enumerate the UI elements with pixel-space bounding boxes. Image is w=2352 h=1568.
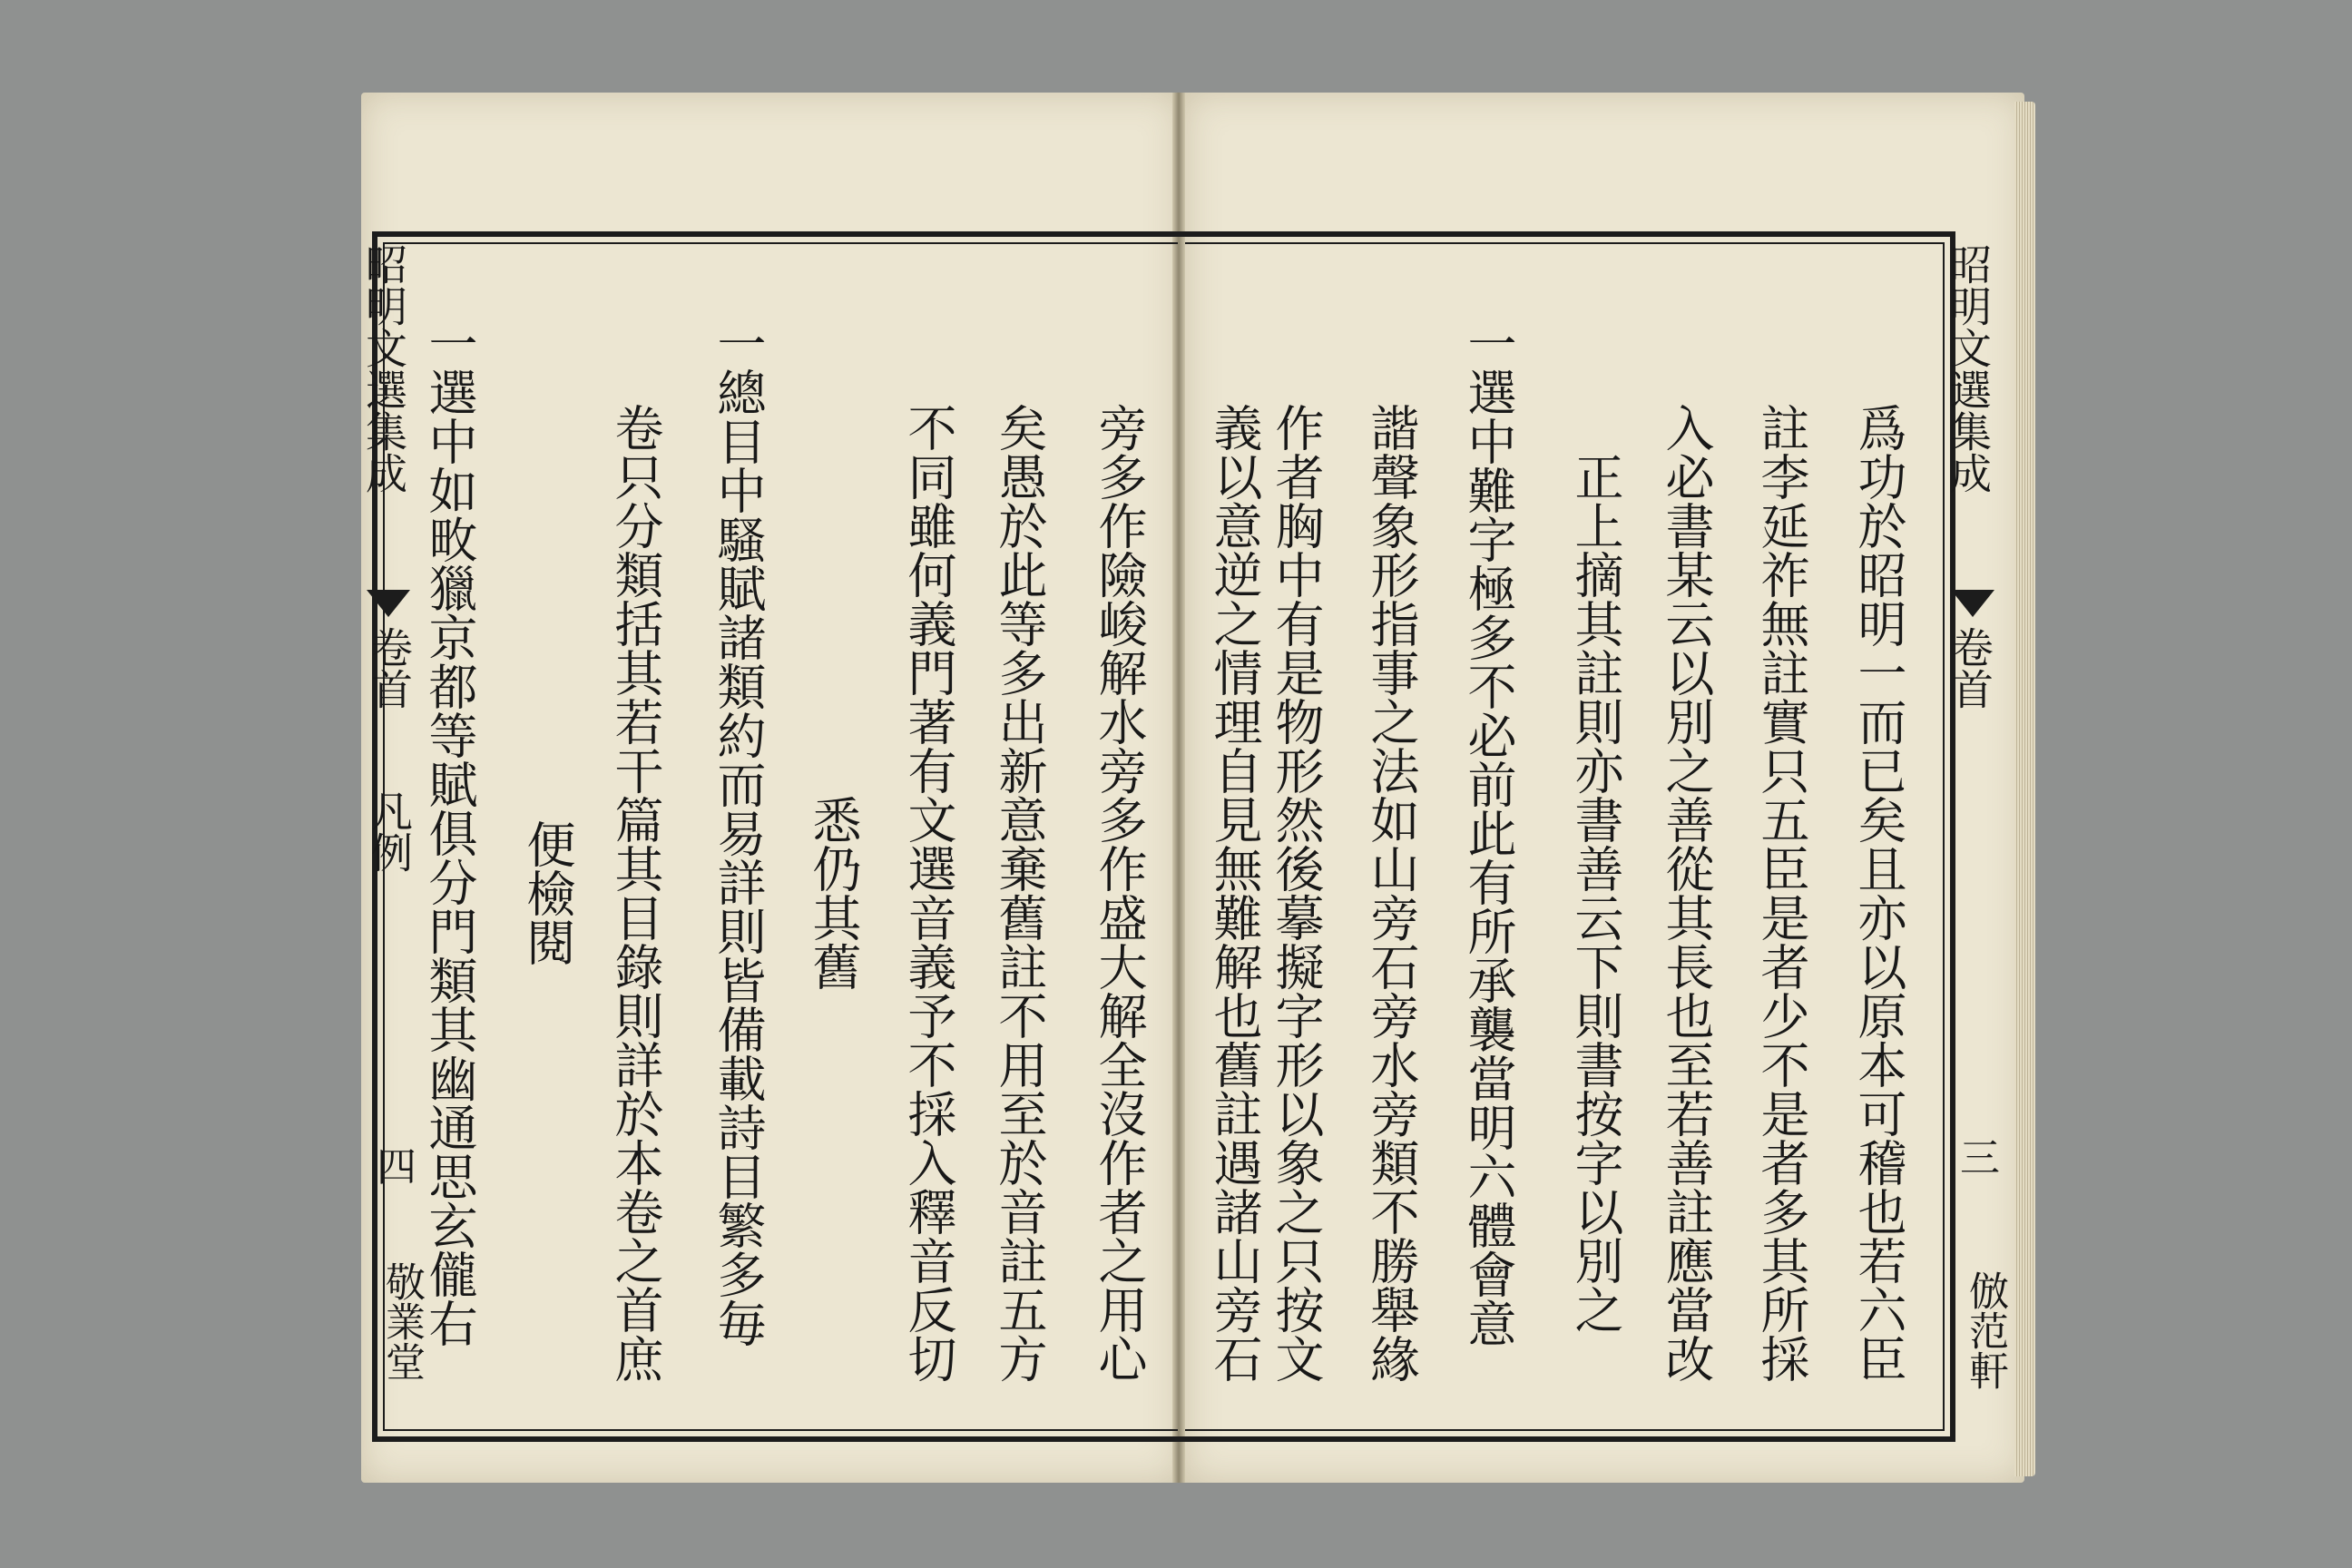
left-column-2: 便檢閱 [519,819,576,966]
right-column-3: 諧聲象形指事之法如山旁石旁水旁類不勝舉緣 [1363,403,1420,1383]
left-header-section-text: 凡例 [365,789,414,873]
left-press-name: 敬業堂 [378,1261,425,1381]
right-column-5: 正上摘其註則亦書善云下則書按字以別之 [1567,452,1624,1334]
left-header-volume [365,626,416,710]
left-column-5: 悉仍其舊 [805,795,862,991]
right-fish-tail-mark [1951,590,1994,617]
left-header-title: 昭明文選集成 [359,243,408,494]
right-column-4: 一選中難字極多不必前此有所承襲當明六體會意 [1460,318,1517,1348]
left-column-4: 一總目中騷賦諸類約而易詳則皆備載詩目繁多毎 [710,318,767,1348]
right-header-title: 昭明文選集成 [1944,243,1993,494]
right-header-volume-text: 卷首 [1945,626,1994,710]
left-column-8: 旁多作險峻解水旁多作盛大解全沒作者之用心 [1091,403,1148,1383]
right-page-number: 三 [1960,1135,2000,1181]
left-fish-tail-mark [367,590,410,617]
right-column-1: 義以意逆之情理自見無難解也舊註遇諸山旁石 [1206,403,1263,1383]
left-column-7: 矣愚於此等多出新意棄舊註不用至於音註五方 [991,403,1048,1383]
left-print-frame [365,231,1183,1442]
left-column-6: 不同雖何義門著有文選音義予不採入釋音反切 [900,403,957,1383]
left-column-1: 一選中如畋獵京都等賦俱分門類其幽通思玄儱右 [421,318,478,1348]
right-header-column [1944,243,1994,494]
right-column-8: 爲功於昭明一而已矣且亦以原本可稽也若六臣 [1850,403,1907,1383]
right-header-volume [1945,626,1996,710]
page-edges [2014,102,2035,1476]
left-header-volume-text: 卷首 [365,626,414,710]
right-column-2: 作者胸中有是物形然後摹擬字形以象之只按文 [1268,403,1325,1383]
left-page-number: 四 [377,1144,416,1191]
left-header-section [365,789,416,873]
right-column-7: 註李延祚無註實只五臣是者少不是者多其所採 [1753,403,1810,1383]
right-column-6: 入必書某云以別之善從其長也至若善註應當改 [1658,403,1715,1383]
left-column-3: 卷只分類括其若干篇其目錄則詳於本卷之首庶 [607,403,664,1383]
left-header-column [359,243,410,494]
right-press-name: 倣范軒 [1962,1270,2008,1390]
